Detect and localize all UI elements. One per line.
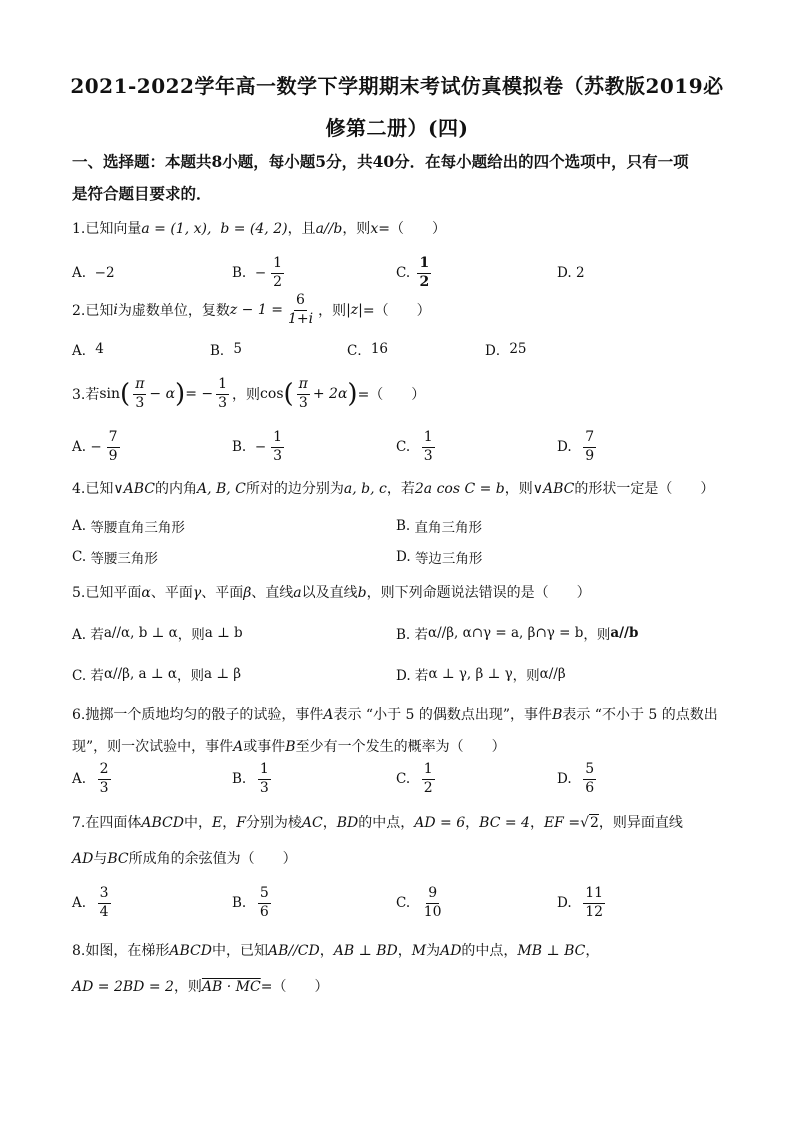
vector-dot-product: AB · MC (201, 979, 261, 995)
q3-option-d[interactable]: D. $\frac{7}{9}$ (557, 429, 595, 464)
q1-option-b[interactable]: B. − $\frac{1}{2}$ (232, 255, 283, 290)
fraction: $\frac{9}{10}$ (423, 885, 442, 920)
q1-option-d[interactable]: D. 2 (557, 265, 585, 281)
q1-option-c[interactable]: C. $\frac{1}{2}$ (396, 255, 430, 290)
q3-option-c[interactable]: C. $\frac{1}{3}$ (396, 429, 433, 464)
fraction: $\frac{2}{3}$ (99, 761, 109, 796)
q7-option-b[interactable]: B. $\frac{5}{6}$ (232, 885, 269, 920)
q5-option-c[interactable]: C. 若 α//β, a ⊥ α ，则 a ⊥ β (72, 666, 242, 684)
q6-option-b[interactable]: B. $\frac{1}{3}$ (232, 761, 269, 796)
exam-title-line2: 修第二册）(四) (325, 116, 469, 140)
q3-option-a[interactable]: A. − $\frac{7}{9}$ (72, 429, 118, 464)
q2-option-d[interactable]: D． 25 (485, 341, 527, 359)
question-6-stem-line2: 现”，则一次试验中，事件A或事件B至少有一个发生的概率为（ ） (72, 739, 506, 755)
q7-option-d[interactable]: D. $\frac{11}{12}$ (557, 885, 604, 920)
parallel-condition: a//b (315, 221, 343, 237)
q3-option-b[interactable]: B. − $\frac{1}{3}$ (232, 429, 283, 464)
question-8-stem-line1: 8.如图，在梯形ABCD中，已知AB//CD，AB ⊥ BD，M为AD的中点，MB ⊥ BC， (72, 943, 600, 959)
fraction: $\frac{5}{6}$ (585, 761, 595, 796)
question-7-stem-line1: 7.在四面体ABCD中，E，F分别为棱AC，BD的中点，AD = 6，BC = 4，EF =√2，则异面直线 (72, 815, 683, 831)
q2-option-b[interactable]: B． 5 (210, 341, 243, 359)
q5-option-b[interactable]: B. 若 α//β, α∩γ = a, β∩γ = b ，则 a//b (396, 625, 639, 643)
q5-option-d[interactable]: D. 若 α ⊥ γ, β ⊥ γ ，则 α//β (396, 666, 566, 684)
fraction: $\frac{1}{3}$ (423, 429, 433, 464)
q7-option-a[interactable]: A. $\frac{3}{4}$ (72, 885, 109, 920)
exam-title-line1: 2021-2022学年高一数学下学期期末考试仿真模拟卷（苏教版2019必 (70, 74, 724, 98)
q4-option-a[interactable]: A. 等腰直角三角形 (72, 518, 185, 536)
question-7-stem-line2: AD与BC所成角的余弦值为（ ） (72, 851, 297, 867)
section-heading-line2: 是符合题目要求的． (72, 184, 212, 203)
question-5-stem: 5.已知平面α、平面γ、平面β、直线a以及直线b，则下列命题说法错误的是（ ） (72, 585, 591, 601)
q6-option-c[interactable]: C. $\frac{1}{2}$ (396, 761, 433, 796)
fraction: $\frac{5}{6}$ (259, 885, 269, 920)
question-2-stem: 2.已知 i 为虚数单位，复数 z − 1 = $\frac{6}{1+i}$ ，则 |z| =（ ） (72, 292, 431, 327)
fraction: $\frac{7}{9}$ (108, 429, 118, 464)
q6-option-a[interactable]: A. $\frac{2}{3}$ (72, 761, 109, 796)
section-heading-line1: 一、选择题：本题共8小题，每小题5分，共40分．在每小题给出的四个选项中，只有一项 (72, 152, 689, 171)
q2-option-c[interactable]: C． 16 (347, 341, 389, 359)
q7-option-c[interactable]: C. $\frac{9}{10}$ (396, 885, 442, 920)
q2-option-a[interactable]: A． 4 (72, 341, 104, 359)
fraction: $\frac{\pi}{3}$ (298, 376, 308, 411)
fraction: $\frac{7}{9}$ (585, 429, 595, 464)
q6-option-d[interactable]: D. $\frac{5}{6}$ (557, 761, 595, 796)
q1-option-a[interactable]: A. − 2 (72, 265, 115, 281)
question-3-stem: 3.若 sin ( $\frac{\pi}{3}$ − α ) = − $\frac{1}{3}$ ，则 cos ( $\frac{\pi}{3}$ + 2α ) =（ ） (72, 376, 426, 411)
fraction: $\frac{1}{2}$ (423, 761, 433, 796)
fraction: $\frac{\pi}{3}$ (135, 376, 145, 411)
fraction: $\frac{3}{4}$ (99, 885, 109, 920)
q5-option-a[interactable]: A. 若 a//α, b ⊥ α ，则 a ⊥ b (72, 625, 243, 643)
question-8-stem-line2: AD = 2BD = 2，则AB · MC=（ ） (72, 979, 329, 995)
q4-option-d[interactable]: D. 等边三角形 (396, 549, 483, 567)
fraction: $\frac{1}{2}$ (273, 255, 283, 290)
fraction: $\frac{1}{3}$ (259, 761, 269, 796)
question-1-stem: 1.已知向量a = (1, x), b = (4, 2)，且a//b，则x=（ ） (72, 221, 446, 237)
question-4-stem: 4.已知∨ABC的内角A, B, C所对的边分别为a, b, c，若2a cos C = b，则∨ABC的形状一定是（ ） (72, 481, 715, 497)
fraction: $\frac{6}{1+i}$ (287, 292, 314, 327)
fraction: $\frac{1}{2}$ (419, 255, 430, 290)
fraction: $\frac{1}{3}$ (218, 376, 228, 411)
q4-option-c[interactable]: C. 等腰三角形 (72, 549, 158, 567)
fraction: $\frac{11}{12}$ (585, 885, 604, 920)
fraction: $\frac{1}{3}$ (273, 429, 283, 464)
question-6-stem-line1: 6.抛掷一个质地均匀的骰子的试验，事件A表示 “小于 5 的偶数点出现”，事件B表示 “不小于 5 的点数出 (72, 707, 718, 723)
vector-b: b = (4, 2) (220, 221, 288, 237)
q4-option-b[interactable]: B. 直角三角形 (396, 518, 483, 536)
vector-a: a = (1, x), (141, 221, 212, 237)
